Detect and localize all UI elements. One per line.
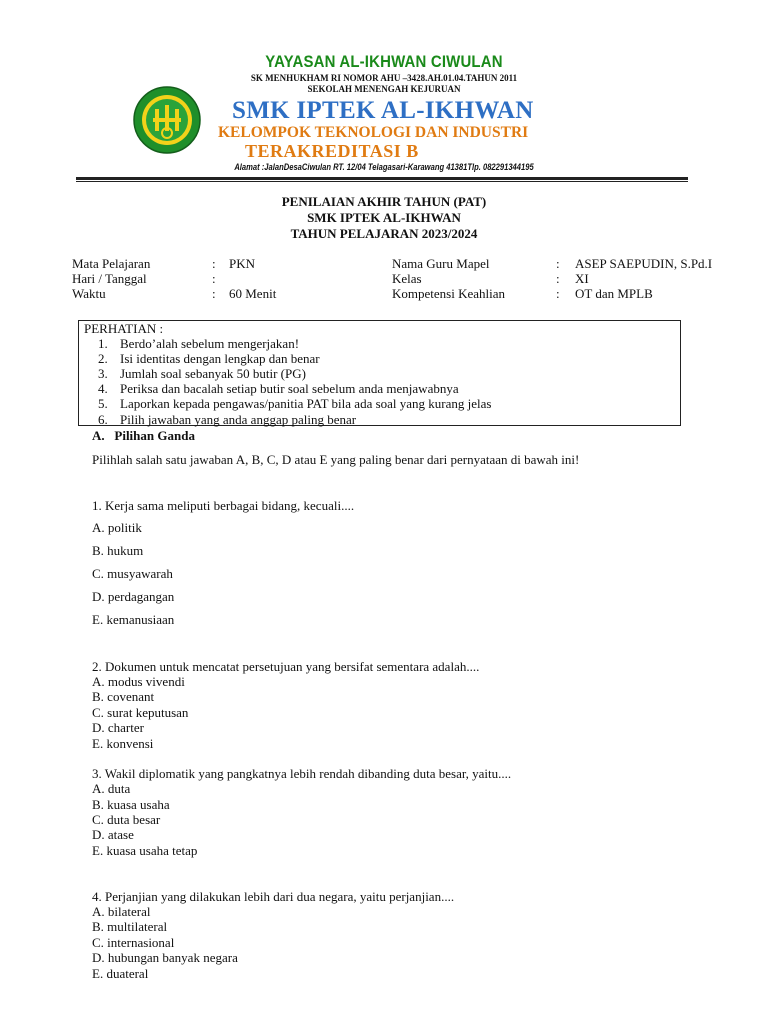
info-value: 60 Menit [229,286,277,301]
info-label: Kelas [392,271,422,286]
notice-text: Pilih jawaban yang anda anggap paling benar [120,412,357,427]
notice-item [98,366,306,382]
info-value: XI [575,271,589,286]
info-label: Nama Guru Mapel [392,256,490,271]
notice-item [98,381,459,397]
exam-title: PENILAIAN AKHIR TAHUN (PAT) [281,194,487,209]
answer-option: D. hubungan banyak negara [92,950,238,965]
notice-item [98,351,320,367]
notice-text: Isi identitas dengan lengkap dan benar [120,351,320,366]
notice-number: 1. [98,336,108,351]
notice-text: Berdo’alah sebelum mengerjakan! [120,336,300,351]
answer-option: B. kuasa usaha [92,797,170,812]
section-title: A. Pilihan Ganda [92,428,195,443]
info-label: Mata Pelajaran [72,256,151,271]
notice-item [98,412,356,428]
info-sep: : [212,286,216,301]
info-value: PKN [229,256,256,271]
exam-year: TAHUN PELAJARAN 2023/2024 [290,226,478,241]
answer-option: E. kemanusiaan [92,612,175,627]
notice-number: 4. [98,381,108,396]
school-logo-icon [132,85,202,155]
notice-number: 6. [98,412,108,427]
info-sep: : [556,286,560,301]
info-sep: : [212,271,216,286]
answer-option: B. hukum [92,543,144,558]
info-label: Waktu [72,286,106,301]
question-text: 3. Wakil diplomatik yang pangkatnya lebih rendah dibanding duta besar, yaitu.... [92,766,512,781]
answer-option: B. multilateral [92,919,168,934]
answer-option: A. politik [92,520,142,535]
answer-option: A. duta [92,781,131,796]
answer-option: B. covenant [92,689,155,704]
question-text: 2. Dokumen untuk mencatat persetujuan yang bersifat sementara adalah.... [92,659,480,674]
answer-option: A. bilateral [92,904,151,919]
school-name: SMK IPTEK AL-IKHWAN [232,97,534,124]
header-divider-thin [76,181,688,182]
notice-number: 2. [98,351,108,366]
notice-title: PERHATIAN : [84,321,164,336]
info-sep: : [556,256,560,271]
question-text: 4. Perjanjian yang dilakukan lebih dari dua negara, yaitu perjanjian.... [92,889,455,904]
answer-option: C. duta besar [92,812,161,827]
answer-option: D. charter [92,720,144,735]
section-instruction: Pilihlah salah satu jawaban A, B, C, D atau E yang paling benar dari pernyataan di bawah ini! [92,452,580,467]
school-address: Alamat :JalanDesaCiwulan RT. 12/04 Telagasari-Karawang 41381Tlp. 082291344195 [234,162,534,173]
answer-option: E. duateral [92,966,149,981]
answer-option: C. surat keputusan [92,705,189,720]
info-label: Hari / Tanggal [72,271,147,286]
notice-item [98,336,299,352]
answer-option: E. konvensi [92,736,154,751]
notice-item [98,396,491,412]
notice-text: Laporkan kepada pengawas/panitia PAT bila ada soal yang kurang jelas [120,396,492,411]
answer-option: C. internasional [92,935,175,950]
decree-number: SK MENHUKHAM RI NOMOR AHU –3428.AH.01.04.TAHUN 2011 [250,73,518,83]
info-value: ASEP SAEPUDIN, S.Pd.I [575,256,713,271]
notice-number: 3. [98,366,108,381]
answer-option: E. kuasa usaha tetap [92,843,198,858]
school-level: SEKOLAH MENENGAH KEJURUAN [307,84,461,94]
exam-school: SMK IPTEK AL-IKHWAN [307,210,461,225]
header-divider-thick [76,177,688,180]
info-value: OT dan MPLB [575,286,653,301]
answer-option: D. perdagangan [92,589,175,604]
answer-option: C. musyawarah [92,566,173,581]
notice-number: 5. [98,396,108,411]
info-sep: : [556,271,560,286]
school-group: KELOMPOK TEKNOLOGI DAN INDUSTRI [218,124,529,141]
answer-option: D. atase [92,827,134,842]
info-sep: : [212,256,216,271]
notice-text: Jumlah soal sebanyak 50 butir (PG) [120,366,306,381]
answer-option: A. modus vivendi [92,674,185,689]
foundation-name: YAYASAN AL-IKHWAN CIWULAN [265,52,503,71]
info-label: Kompetensi Keahlian [392,286,505,301]
question-text: 1. Kerja sama meliputi berbagai bidang, kecuali.... [92,498,355,513]
notice-text: Periksa dan bacalah setiap butir soal sebelum anda menjawabnya [120,381,459,396]
accreditation: TERAKREDITASI B [245,141,419,161]
